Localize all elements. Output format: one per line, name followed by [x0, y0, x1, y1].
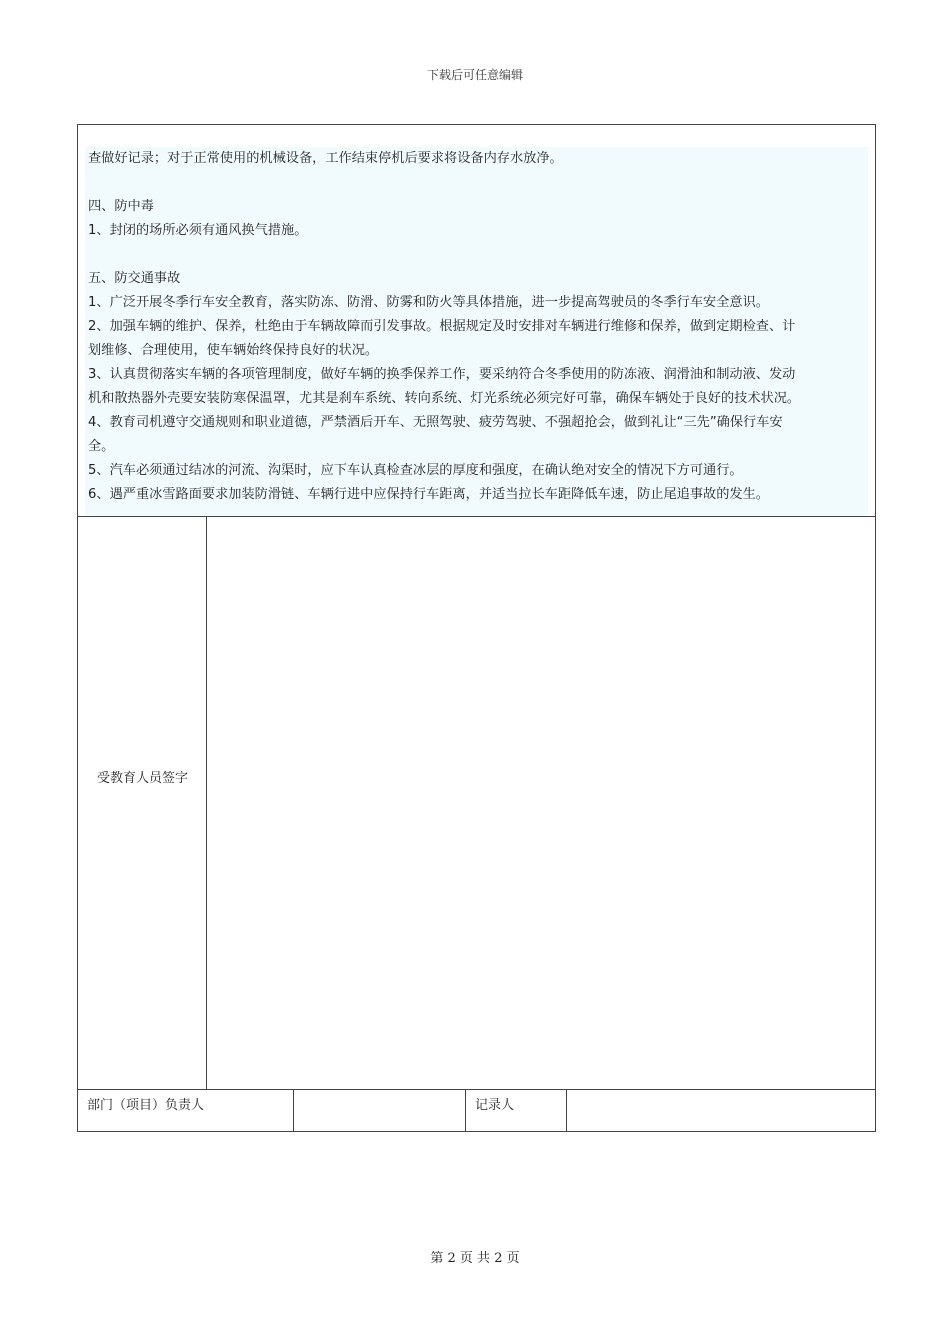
- content-line: 6、遇严重冰雪路面要求加装防滑链、车辆行进中应保持行车距离，并适当拉长车距降低车速，防止尾追事故的发生。: [88, 487, 769, 502]
- section-heading: 五、防交通事故: [88, 271, 181, 286]
- content-line: 4、教育司机遵守交通规则和职业道德，严禁酒后开车、无照驾驶、疲劳驾驶、不强超抢会，做到礼让“三先”确保行车安: [88, 415, 783, 430]
- content-cell: [78, 125, 875, 517]
- content-line: 1、广泛开展冬季行车安全教育，落实防冻、防滑、防雾和防火等具体措施，进一步提高驾驶员的冬季行车安全意识。: [88, 295, 769, 310]
- content-line: 2、加强车辆的维护、保养，杜绝由于车辆故障而引发事故。根据规定及时安排对车辆进行维修和保养，做到定期检查、计: [88, 319, 796, 334]
- sign-label-cell: [78, 517, 207, 1089]
- safety-education-table: [77, 124, 876, 1132]
- content-line: 机和散热器外壳要安装防寒保温罩，尤其是刹车系统、转向系统、灯光系统必须完好可靠，确保车辆处于良好的技术状况。: [88, 391, 801, 406]
- recorder-field[interactable]: [567, 1090, 875, 1132]
- page-number: 第 2 页 共 2 页: [430, 1251, 520, 1266]
- dept-head-label: 部门（项目）负责人: [78, 1090, 294, 1132]
- section-heading: 四、防中毒: [88, 199, 154, 214]
- paragraph-gap: [88, 243, 861, 267]
- signature-area[interactable]: [207, 517, 875, 1089]
- content-line: 3、认真贯彻落实车辆的各项管理制度，做好车辆的换季保养工作，要采纳符合冬季使用的防冻液、润滑油和制动液、发动: [88, 367, 796, 382]
- recorder-label: 记录人: [466, 1090, 567, 1132]
- footer-row: [78, 1089, 875, 1131]
- paragraph-gap: [88, 171, 861, 195]
- header-note: 下载后可任意编辑: [426, 68, 523, 82]
- content-text: [88, 147, 861, 507]
- sign-label: 受教育人员签字: [96, 771, 188, 786]
- content-line: 5、汽车必须通过结冰的河流、沟渠时，应下车认真检查冰层的厚度和强度，在确认绝对安全的情况下方可通行。: [88, 463, 743, 478]
- content-line: 划维修、合理使用，使车辆始终保持良好的状况。: [88, 343, 379, 358]
- content-line: 1、封闭的场所必须有通风换气措施。: [88, 223, 308, 238]
- content-line: 查做好记录；对于正常使用的机械设备，工作结束停机后要求将设备内存水放净。: [88, 151, 563, 166]
- dept-head-field[interactable]: [294, 1090, 466, 1132]
- content-line: 全。: [88, 439, 115, 454]
